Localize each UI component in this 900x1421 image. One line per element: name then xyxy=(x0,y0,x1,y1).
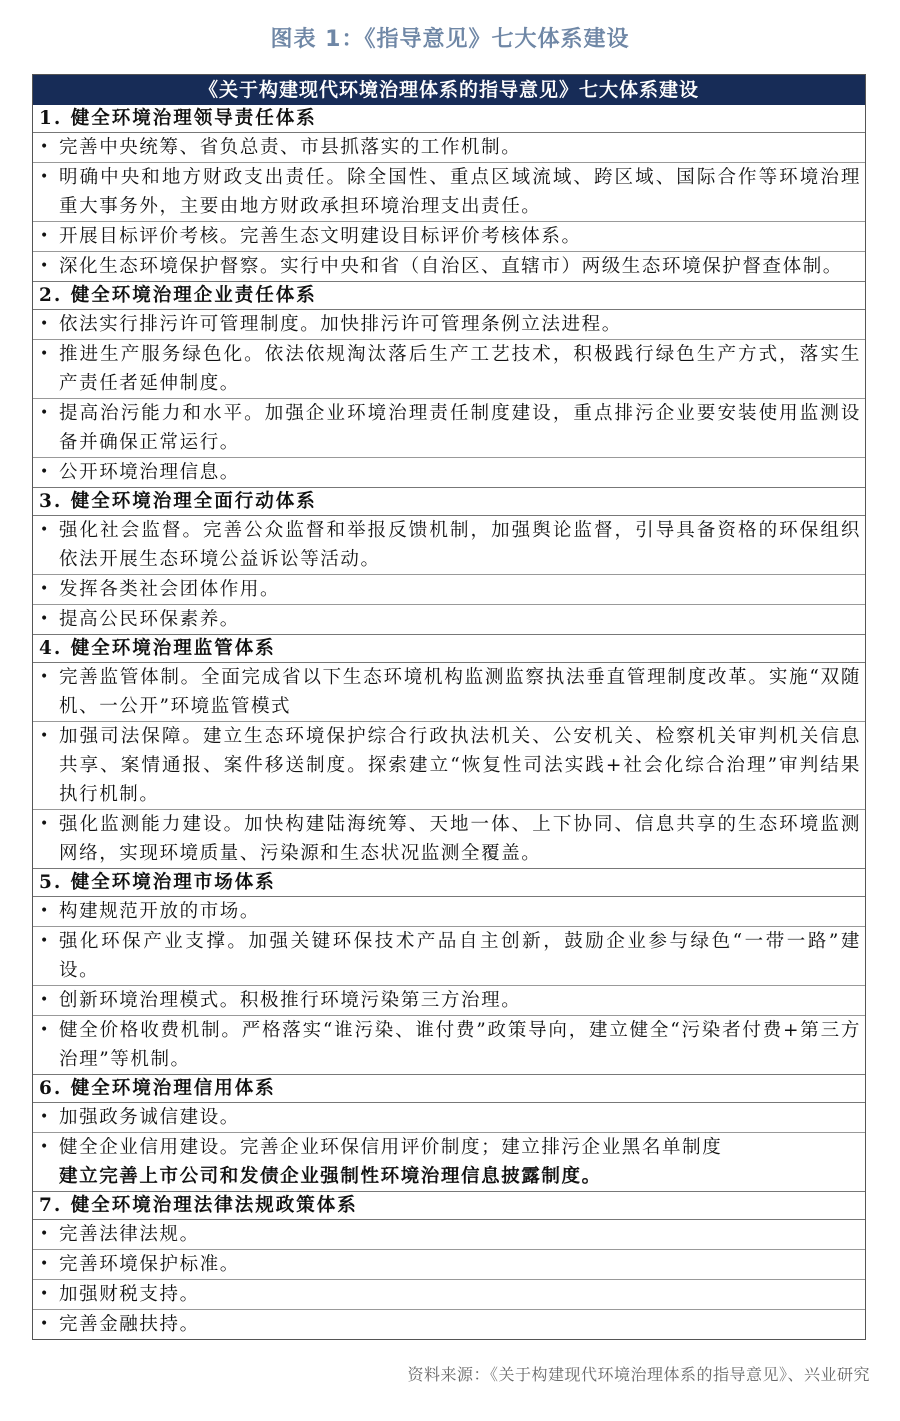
bullet-icon: • xyxy=(40,522,50,538)
list-item xyxy=(33,310,865,340)
list-item-text: 强化环保产业支撑。加强关键环保技术产品自主创新，鼓励企业参与绿色“一带一路”建设。 xyxy=(59,931,861,981)
bullet-icon: • xyxy=(40,346,50,362)
list-item xyxy=(33,252,865,281)
list-item xyxy=(33,810,865,868)
section-4 xyxy=(33,634,865,868)
list-item-text: 健全企业信用建设。完善企业环保信用评价制度；建立排污企业黑名单制度 xyxy=(59,1137,723,1158)
list-item xyxy=(33,663,865,722)
list-item xyxy=(33,1280,865,1310)
list-item-text: 完善金融扶持。 xyxy=(59,1314,200,1335)
list-item-text: 构建规范开放的市场。 xyxy=(59,901,261,922)
list-item xyxy=(33,1103,865,1133)
list-item-text: 发挥各类社会团体作用。 xyxy=(59,579,281,600)
bullet-icon: • xyxy=(40,228,50,244)
list-item xyxy=(33,1220,865,1250)
list-item xyxy=(33,1016,865,1074)
list-item xyxy=(33,897,865,927)
list-item-text: 公开环境治理信息。 xyxy=(59,462,240,483)
list-item xyxy=(33,516,865,575)
list-item xyxy=(33,340,865,399)
list-item-text: 完善中央统筹、省负总责、市县抓落实的工作机制。 xyxy=(59,137,522,158)
policy-table xyxy=(32,74,866,1340)
list-item-text: 提高公民环保素养。 xyxy=(59,609,240,630)
list-item xyxy=(33,163,865,222)
list-item xyxy=(33,399,865,458)
bullet-icon: • xyxy=(40,405,50,421)
section-heading: 4. 健全环境治理监管体系 xyxy=(33,634,865,663)
list-item xyxy=(33,986,865,1016)
list-item-text: 明确中央和地方财政支出责任。除全国性、重点区域流域、跨区域、国际合作等环境治理重大事务外，主要由地方财政承担环境治理支出责任。 xyxy=(59,167,861,217)
section-heading: 1. 健全环境治理领导责任体系 xyxy=(33,105,865,133)
bullet-icon: • xyxy=(40,1139,50,1155)
bullet-icon: • xyxy=(40,728,50,744)
section-5 xyxy=(33,868,865,1074)
bullet-icon: • xyxy=(40,669,50,685)
bullet-icon: • xyxy=(40,992,50,1008)
bullet-icon: • xyxy=(40,464,50,480)
bullet-icon: • xyxy=(40,903,50,919)
bullet-icon: • xyxy=(40,1316,50,1332)
list-item-text: 深化生态环境保护督察。实行中央和省（自治区、直辖市）两级生态环境保护督查体制。 xyxy=(59,256,843,277)
bullet-icon: • xyxy=(40,933,50,949)
section-2 xyxy=(33,281,865,487)
list-item-text: 完善环境保护标准。 xyxy=(59,1254,240,1275)
section-1 xyxy=(33,105,865,281)
list-item xyxy=(33,222,865,252)
list-item xyxy=(33,575,865,605)
section-heading: 7. 健全环境治理法律法规政策体系 xyxy=(33,1191,865,1220)
section-3 xyxy=(33,487,865,634)
bullet-icon: • xyxy=(40,316,50,332)
list-item-text: 加强财税支持。 xyxy=(59,1284,200,1305)
section-heading: 5. 健全环境治理市场体系 xyxy=(33,868,865,897)
list-item xyxy=(33,1310,865,1339)
list-item-text: 完善法律法规。 xyxy=(59,1224,200,1245)
bullet-icon: • xyxy=(40,816,50,832)
list-item-text: 完善监管体制。全面完成省以下生态环境机构监测监察执法垂直管理制度改革。实施“双随机、一公开”环境监管模式 xyxy=(59,667,861,717)
list-item xyxy=(33,722,865,810)
list-item-text: 健全价格收费机制。严格落实“谁污染、谁付费”政策导向，建立健全“污染者付费+第三方治理”等机制。 xyxy=(59,1020,861,1070)
section-heading: 3. 健全环境治理全面行动体系 xyxy=(33,487,865,516)
bullet-icon: • xyxy=(40,611,50,627)
source-note: 资料来源：《关于构建现代环境治理体系的指导意见》、兴业研究 xyxy=(407,1365,870,1384)
list-item xyxy=(33,1133,865,1191)
list-item xyxy=(33,133,865,163)
table-body xyxy=(33,105,865,1339)
table-header: 《关于构建现代环境治理体系的指导意见》七大体系建设 xyxy=(33,75,865,105)
bullet-icon: • xyxy=(40,581,50,597)
list-item-text: 强化监测能力建设。加快构建陆海统筹、天地一体、上下协同、信息共享的生态环境监测网络，实现环境质量、污染源和生态状况监测全覆盖。 xyxy=(59,814,861,864)
list-item-text: 开展目标评价考核。完善生态文明建设目标评价考核体系。 xyxy=(59,226,582,247)
list-item-text: 推进生产服务绿色化。依法依规淘汰落后生产工艺技术，积极践行绿色生产方式，落实生产责任者延伸制度。 xyxy=(59,344,861,394)
bullet-icon: • xyxy=(40,169,50,185)
section-heading: 2. 健全环境治理企业责任体系 xyxy=(33,281,865,310)
bullet-icon: • xyxy=(40,1226,50,1242)
list-item xyxy=(33,927,865,986)
bold-statement: 建立完善上市公司和发债企业强制性环境治理信息披露制度。 xyxy=(59,1166,602,1187)
figure-title: 图表 1：《指导意见》七大体系建设 xyxy=(270,27,630,52)
list-item xyxy=(33,458,865,487)
bullet-icon: • xyxy=(40,1256,50,1272)
section-7 xyxy=(33,1191,865,1339)
list-item-text: 加强政务诚信建设。 xyxy=(59,1107,240,1128)
section-6 xyxy=(33,1074,865,1191)
bullet-icon: • xyxy=(40,1022,50,1038)
bullet-icon: • xyxy=(40,139,50,155)
bullet-icon: • xyxy=(40,1109,50,1125)
list-item xyxy=(33,605,865,634)
list-item-text: 提高治污能力和水平。加强企业环境治理责任制度建设，重点排污企业要安装使用监测设备并确保正常运行。 xyxy=(59,403,861,453)
list-item-text: 加强司法保障。建立生态环境保护综合行政执法机关、公安机关、检察机关审判机关信息共享、案情通报、案件移送制度。探索建立“恢复性司法实践+社会化综合治理”审判结果执行机制。 xyxy=(59,726,861,805)
list-item-text: 创新环境治理模式。积极推行环境污染第三方治理。 xyxy=(59,990,522,1011)
bullet-icon: • xyxy=(40,258,50,274)
list-item xyxy=(33,1250,865,1280)
list-item-text: 强化社会监督。完善公众监督和举报反馈机制，加强舆论监督，引导具备资格的环保组织依法开展生态环境公益诉讼等活动。 xyxy=(59,520,861,570)
bullet-icon: • xyxy=(40,1286,50,1302)
list-item-text: 依法实行排污许可管理制度。加快排污许可管理条例立法进程。 xyxy=(59,314,622,335)
section-heading: 6. 健全环境治理信用体系 xyxy=(33,1074,865,1103)
